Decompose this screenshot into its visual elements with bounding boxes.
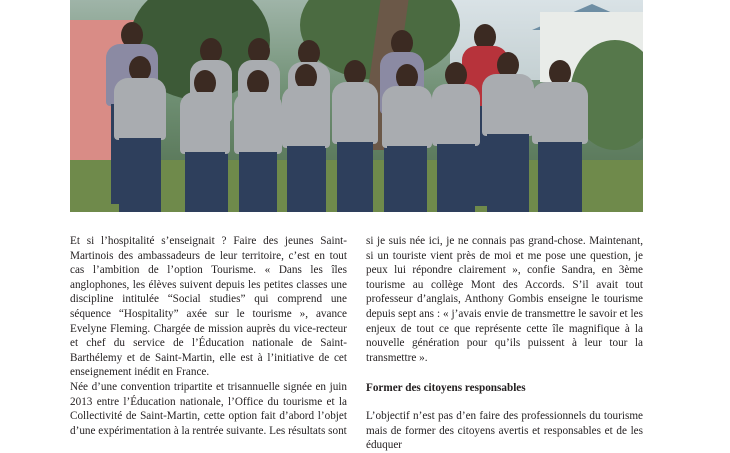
article-paragraph: si je suis née ici, je ne connais pas grand-chose. Maintenant, si un touriste vient près de moi et me pose une question, je peux lui répondre clairement », confie Sandra, en 3ème tourisme au collège Mont des Accords. S’il avait tout professeur d’anglais, Anthony Gombis enseigne le tourisme depuis sept ans : « j’avais envie de transmettre le savoir et les enjeux de tout ce que représente cette île magnifique à la nouvelle génération pour qu’ils puissent à leur tour la transmettre ». [366, 235, 643, 364]
article-paragraph: L’objectif n’est pas d’en faire des professionnels du tourisme mais de former des citoyens avertis et responsables et de les éduquer [366, 409, 643, 452]
article-column-right [366, 234, 643, 453]
article-paragraph: Et si l’hospitalité s’enseignait ? Faire des jeunes Saint-Martinois des ambassadeurs de leur territoire, c’est en tout cas l’ambition de l’option Tourisme. « Dans les îles anglophones, les élèves suivent depuis les petites classes une discipline intitulée “Social studies” qui comprend une séquence “Hospitality” axée sur le tourisme », avance Evelyne Fleming. Chargée de mission auprès du vice-recteur et chef du service de l’Éducation nationale de Saint-Barthélemy et de Saint-Martin, elle est à l’initiative de cet enseignement inédit en France. [70, 235, 347, 379]
article-column-left [70, 234, 347, 438]
section-heading: Former des citoyens responsables [366, 382, 526, 395]
article-paragraph: Née d’une convention tripartite et trisannuelle signée en juin 2013 entre l’Éducation nationale, l’Office du tourisme et la Collectivité de Saint-Martin, cette option fait d’abord l’objet d’une expérimentation à la rentrée suivante. Les résultats sont [70, 380, 347, 437]
group-photo [70, 0, 643, 212]
